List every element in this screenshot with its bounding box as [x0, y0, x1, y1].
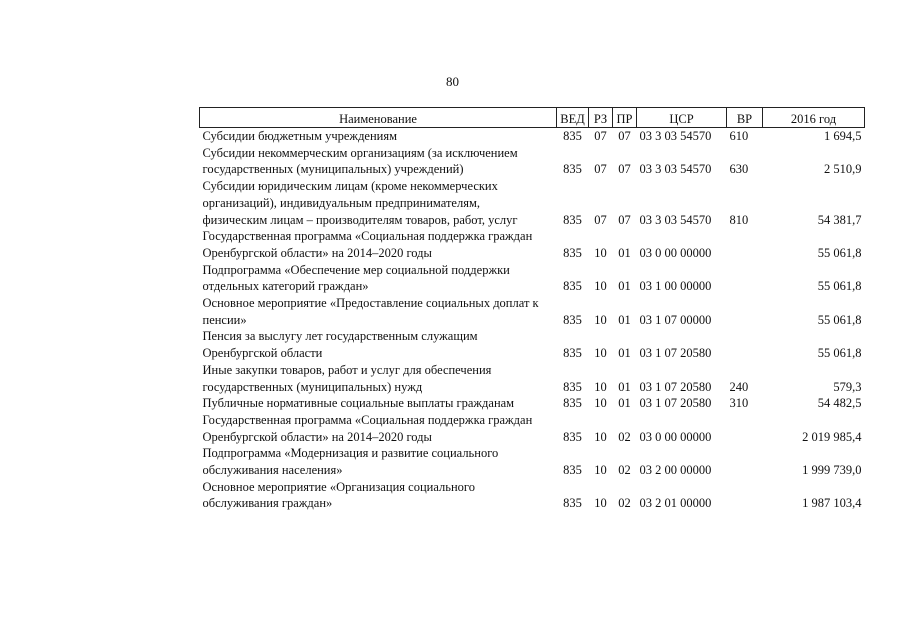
- row-rz: 10: [594, 463, 607, 478]
- row-name-line: физическим лицам – производителям товаров, работ, услуг: [202, 212, 518, 227]
- row-name: [200, 362, 557, 395]
- row-name: [200, 178, 557, 228]
- row-pr: 07: [618, 129, 631, 143]
- row-amount: 55 061,8: [817, 346, 862, 361]
- row-ved: 835: [563, 279, 582, 294]
- row-name-line: Иные закупки товаров, работ и услуг для обеспечения: [202, 362, 492, 377]
- row-name-line: Оренбургской области» на 2014–2020 годы: [202, 245, 432, 260]
- row-name-line: Подпрограмма «Модернизация и развитие социального: [202, 446, 499, 461]
- table-row: [200, 262, 865, 295]
- row-pr: 07: [618, 212, 631, 227]
- row-vr: [727, 295, 763, 328]
- row-name: [200, 479, 557, 512]
- col-header-ved: ВЕД: [557, 108, 589, 128]
- row-pr: 01: [618, 379, 631, 394]
- row-name: [200, 295, 557, 328]
- row-name: [200, 145, 557, 178]
- row-name: [200, 128, 557, 145]
- row-name: [200, 445, 557, 478]
- row-csr: 03 0 00 00000: [639, 245, 712, 260]
- table-row: [200, 128, 865, 145]
- row-amount: 55 061,8: [817, 279, 862, 294]
- row-amount: 55 061,8: [817, 312, 862, 327]
- row-amount: 54 381,7: [817, 212, 862, 227]
- row-ved: 835: [563, 396, 582, 411]
- row-name-line: Государственная программа «Социальная поддержка граждан: [202, 229, 533, 244]
- row-vr: [727, 479, 763, 512]
- row-csr: 03 3 03 54570: [639, 129, 712, 143]
- row-name-line: Субсидии бюджетным учреждениям: [202, 129, 398, 143]
- budget-table: [199, 107, 865, 512]
- row-csr: 03 1 07 20580: [639, 396, 712, 411]
- row-name-line: Основное мероприятие «Предоставление социальных доплат к: [202, 296, 539, 311]
- row-name: [200, 228, 557, 261]
- row-name-line: государственных (муниципальных) нужд: [202, 379, 423, 394]
- col-header-year: 2016 год: [763, 108, 865, 128]
- row-vr: [727, 445, 763, 478]
- table-body: [200, 128, 865, 513]
- row-csr: 03 3 03 54570: [639, 162, 712, 177]
- row-name-line: Субсидии некоммерческим организациям (за исключением: [202, 145, 518, 160]
- row-vr: 240: [729, 379, 749, 394]
- table-row: [200, 295, 865, 328]
- table-row: [200, 178, 865, 228]
- row-ved: 835: [563, 379, 582, 394]
- row-csr: 03 2 01 00000: [639, 496, 712, 511]
- row-amount: 55 061,8: [817, 245, 862, 260]
- row-ved: 835: [563, 245, 582, 260]
- row-ved: 835: [563, 429, 582, 444]
- row-csr: 03 1 00 00000: [639, 279, 712, 294]
- row-name-line: Оренбургской области» на 2014–2020 годы: [202, 429, 432, 444]
- row-name: [200, 328, 557, 361]
- row-ved: 835: [563, 346, 582, 361]
- row-csr: 03 1 07 00000: [639, 312, 712, 327]
- col-header-vr: ВР: [727, 108, 763, 128]
- row-ved: 835: [563, 212, 582, 227]
- row-rz: 10: [594, 496, 607, 511]
- row-name-line: Субсидии юридическим лицам (кроме некоммерческих: [202, 179, 498, 194]
- table-header-row: [200, 108, 865, 128]
- row-amount: 2 019 985,4: [802, 429, 862, 444]
- row-pr: 02: [618, 496, 631, 511]
- row-rz: 10: [594, 379, 607, 394]
- row-name-line: обслуживания граждан»: [202, 496, 333, 511]
- row-name-line: Пенсия за выслугу лет государственным служащим: [202, 329, 478, 344]
- row-vr: [727, 228, 763, 261]
- col-header-pr: ПР: [613, 108, 637, 128]
- row-amount: 1 694,5: [824, 129, 862, 143]
- row-name-line: обслуживания населения»: [202, 463, 343, 478]
- row-name: [200, 262, 557, 295]
- row-amount: 1 987 103,4: [802, 496, 862, 511]
- row-csr: 03 1 07 20580: [639, 346, 712, 361]
- row-vr: 810: [729, 212, 749, 227]
- col-header-name: Наименование: [200, 108, 557, 128]
- row-name-line: государственных (муниципальных) учреждений): [202, 162, 464, 177]
- col-header-rz: РЗ: [589, 108, 613, 128]
- row-csr: 03 2 00 00000: [639, 463, 712, 478]
- row-name-line: отдельных категорий граждан»: [202, 279, 369, 294]
- row-name-line: Оренбургской области: [202, 346, 323, 361]
- row-name-line: Государственная программа «Социальная поддержка граждан: [202, 412, 533, 427]
- row-name-line: Подпрограмма «Обеспечение мер социальной поддержки: [202, 262, 510, 277]
- row-rz: 10: [594, 429, 607, 444]
- row-vr: [727, 328, 763, 361]
- row-rz: 10: [594, 312, 607, 327]
- row-amount: 1 999 739,0: [802, 463, 862, 478]
- col-header-csr: ЦСР: [637, 108, 727, 128]
- row-rz: 07: [594, 162, 607, 177]
- row-name-line: Публичные нормативные социальные выплаты гражданам: [202, 396, 515, 411]
- table-row: [200, 395, 865, 412]
- row-amount: 54 482,5: [817, 396, 862, 411]
- row-vr: 610: [729, 129, 749, 143]
- row-name-line: пенсии»: [202, 312, 247, 327]
- row-vr: [727, 262, 763, 295]
- row-name: [200, 412, 557, 445]
- page-number: 80: [446, 74, 459, 89]
- row-pr: 07: [618, 162, 631, 177]
- row-vr: [727, 412, 763, 445]
- row-rz: 10: [594, 346, 607, 361]
- row-pr: 01: [618, 346, 631, 361]
- row-rz: 07: [594, 212, 607, 227]
- table-row: [200, 145, 865, 178]
- row-pr: 01: [618, 245, 631, 260]
- table-row: [200, 479, 865, 512]
- row-ved: 835: [563, 312, 582, 327]
- row-ved: 835: [563, 496, 582, 511]
- row-vr: 630: [729, 162, 749, 177]
- row-name-line: Основное мероприятие «Организация социального: [202, 479, 475, 494]
- row-csr: 03 1 07 20580: [639, 379, 712, 394]
- row-vr: 310: [729, 396, 749, 411]
- row-rz: 10: [594, 396, 607, 411]
- row-rz: 07: [594, 129, 607, 143]
- row-csr: 03 3 03 54570: [639, 212, 712, 227]
- row-pr: 01: [618, 279, 631, 294]
- row-pr: 01: [618, 396, 631, 411]
- row-pr: 01: [618, 312, 631, 327]
- row-csr: 03 0 00 00000: [639, 429, 712, 444]
- row-ved: 835: [563, 463, 582, 478]
- table-row: [200, 412, 865, 445]
- row-amount: 579,3: [833, 379, 862, 394]
- row-rz: 10: [594, 279, 607, 294]
- table-row: [200, 445, 865, 478]
- row-name: [200, 395, 557, 412]
- table-row: [200, 362, 865, 395]
- row-pr: 02: [618, 463, 631, 478]
- row-ved: 835: [563, 162, 582, 177]
- row-rz: 10: [594, 245, 607, 260]
- row-amount: 2 510,9: [824, 162, 862, 177]
- row-pr: 02: [618, 429, 631, 444]
- table-row: [200, 228, 865, 261]
- table-row: [200, 328, 865, 361]
- row-ved: 835: [563, 129, 582, 143]
- row-name-line: организаций), индивидуальным предпринимателям,: [202, 195, 480, 210]
